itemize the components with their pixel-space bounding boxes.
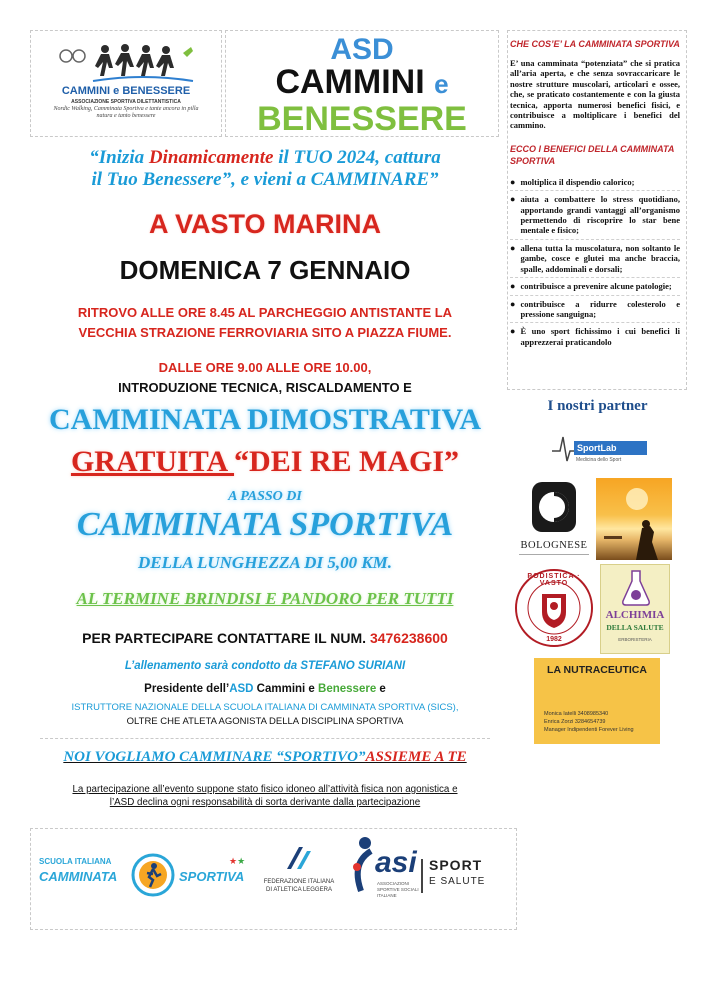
benefit-item <box>510 299 680 324</box>
disclaimer <box>30 783 500 809</box>
fidal-logo <box>253 843 345 913</box>
cammini-label: CAMMINI <box>275 63 425 101</box>
e-label: e <box>434 69 449 99</box>
benefit-item <box>510 326 680 350</box>
podistica-vasto-logo <box>513 564 595 652</box>
sics-text-3: SPORTIVA <box>179 869 245 884</box>
benefit-item <box>510 177 680 191</box>
walkers-icon <box>53 43 203 83</box>
slogan-part: “Inizia <box>89 147 149 168</box>
trainer-line <box>30 658 500 674</box>
sport-salute-sub: E SALUTE <box>429 876 486 887</box>
benefit-item <box>510 243 680 278</box>
together-highlight: ASSIEME A TE <box>365 749 467 765</box>
bullet-icon: ● <box>510 242 516 253</box>
asi-logo <box>349 835 431 915</box>
benefit-text: contribuisce a ridurre colesterolo e pressione sanguigna; <box>520 298 680 319</box>
partners-title: I nostri partner <box>547 398 648 414</box>
podistica-text: PODISTICA · VASTO <box>527 573 581 587</box>
slogan-line-2: il Tuo Benessere”, e vieni a CAMMINARE” <box>91 169 439 190</box>
trainer-text: L’allenamento sarà condotto da <box>124 660 301 672</box>
what-is-text: E’ una camminata “potenziata” che si pratica all’aria aperta, e che senza sovraccaricare le nostre strutture muscolari, articolari e ossee, che, se praticato costantemente e con la giusta tecnica, apporta numerosi benefici fisici, e contribuisce a moltiplicare i benefici del cammino. <box>510 58 680 131</box>
association-title <box>225 30 499 137</box>
benessere-word: Benessere <box>318 683 377 695</box>
sics-text-2: CAMMINATA <box>39 869 118 884</box>
bolognese-text: BOLOGNESE <box>520 540 588 551</box>
bullet-icon: ● <box>510 281 516 292</box>
president-line <box>30 681 500 697</box>
asd-label: ASD <box>330 33 394 66</box>
re-magi-label: “DEI RE MAGI” <box>234 445 460 478</box>
disclaimer-line-1: La partecipazione all’evento suppone stato fisico idoneo all’attività fisica non agonistica e <box>72 784 458 795</box>
sport-divider <box>421 859 423 893</box>
fidal-icon <box>279 843 319 873</box>
alchimia-text: ALCHIMIA <box>605 609 665 621</box>
runner-badge-icon <box>131 853 175 897</box>
president-text: Cammini e <box>253 683 319 695</box>
alchimia-logo <box>600 564 670 654</box>
sport-walk-title: CAMMINATA SPORTIVA <box>76 506 454 543</box>
bullet-icon: ● <box>510 326 516 337</box>
length: DELLA LUNGHEZZA DI 5,00 KM. <box>137 553 393 572</box>
silhouette-icon <box>596 518 672 560</box>
sun-icon <box>626 488 648 510</box>
meeting-line-2: VECCHIA STRAZIONE FERROVIARIA SITO A PIAZZA FIUME. <box>78 325 452 340</box>
stars-icon: ★★ <box>229 856 246 866</box>
event-date: DOMENICA 7 GENNAIO <box>119 255 411 285</box>
benefit-item <box>510 281 680 295</box>
bolognese-logo <box>515 478 593 560</box>
meeting-point <box>30 303 500 343</box>
alchimia-category: ERBORISTERIA <box>618 637 652 642</box>
sportlab-text: SportLab <box>574 441 647 455</box>
disclaimer-line-2: l’ASD declina ogni responsabilità di sorta derivante dalla partecipazione <box>109 797 421 808</box>
together-text: NOI VOGLIAMO CAMMINARE “SPORTIVO” <box>63 749 366 765</box>
bullet-icon: ● <box>510 194 516 205</box>
slogan <box>30 147 500 191</box>
sponsor-footer <box>30 828 517 930</box>
contact-2: Enrica Zorzi 3284654739 <box>544 719 606 725</box>
benefit-text: allena tutta la muscolatura, non soltanto le gambe, cosce e glutei ma anche braccia, spalle, addominali e dorsali; <box>520 242 680 274</box>
location: A VASTO MARINA <box>148 209 381 239</box>
slogan-highlight: Dinamicamente <box>148 147 274 168</box>
president-text: e <box>376 683 386 695</box>
asi-text: asi <box>375 846 417 879</box>
nutraceutica-logo <box>534 658 660 744</box>
trainer-name: STEFANO SURIANI <box>300 660 406 672</box>
sics-text-1: SCUOLA ITALIANA <box>39 857 112 866</box>
bolognese-emblem-icon <box>528 480 580 538</box>
logo-subtitle: ASSOCIAZIONE SPORTIVA DILETTANTISTICA <box>71 99 181 105</box>
benefit-text: aiuta a combattere lo stress quotidiano, apportando grandi vantaggi all’organismo permettendo di riscoprire lo star bene mentale e fisico; <box>520 194 680 236</box>
association-logo <box>30 30 222 137</box>
nutraceutica-title: LA NUTRACEUTICA <box>547 664 647 676</box>
sportlab-subtext: Medicina dello Sport <box>576 457 622 463</box>
free-label: GRATUITA <box>70 445 235 478</box>
pace-label: A PASSO DI <box>228 489 302 504</box>
president-text: Presidente dell’ <box>144 683 230 695</box>
divider <box>40 738 490 739</box>
benessere-label: BENESSERE <box>257 100 467 138</box>
intro-text: INTRODUZIONE TECNICA, RISCALDAMENTO E <box>118 380 412 395</box>
benefit-text: È uno sport fichissimo i cui benefici li apprezzerai praticandolo <box>520 326 680 347</box>
fidal-text-1: FEDERAZIONE ITALIANA <box>263 879 335 885</box>
podistica-year: 1982 <box>546 636 562 643</box>
bullet-icon: ● <box>510 298 516 309</box>
benefit-text: moltiplica il dispendio calorico; <box>520 176 635 187</box>
hours: DALLE ORE 9.00 ALLE ORE 10.00, <box>158 360 372 375</box>
nutraceutica-contacts <box>544 710 634 734</box>
asi-subtext: ASSOCIAZIONI SPORTIVE SOCIALI ITALIANE <box>377 881 419 898</box>
contact-1: Monica Iatelli 3408985340 <box>544 711 609 717</box>
toast-note: AL TERMINE BRINDISI E PANDORO PER TUTTI <box>76 589 454 608</box>
sportlab-logo <box>550 425 645 467</box>
fidal-text-2: DI ATLETICA LEGGERA <box>266 887 332 893</box>
benefit-item <box>510 194 680 240</box>
sics-logo <box>39 853 269 903</box>
phone-number: 3476238600 <box>369 630 448 646</box>
what-is-title: CHE COS’E’ LA CAMMINATA SPORTIVA <box>510 39 680 49</box>
benefits-list <box>510 177 680 350</box>
logo-tagline: Nordic Walking, Camminata Sportiva e tante ancora in pilla natura e tanto benessere <box>53 106 199 119</box>
benefits-title: ECCO I BENEFICI DELLA CAMMINATA SPORTIVA <box>510 143 674 166</box>
logo-title: CAMMINI e BENESSERE <box>61 85 191 97</box>
alchimia-subtext: DELLA SALUTE <box>606 623 664 632</box>
bullet-icon: ● <box>510 176 516 187</box>
contact-line <box>30 628 500 648</box>
contact-3: Manager Indipendenti Forever Living <box>544 727 634 733</box>
meeting-line-1: RITROVO ALLE ORE 8.45 AL PARCHEGGIO ANTISTANTE LA <box>77 305 453 320</box>
instructor-line: ISTRUTTORE NAZIONALE DELLA SCUOLA ITALIANA DI CAMMINATA SPORTIVA (SICS), <box>71 702 459 713</box>
sport-salute-title: SPORT <box>429 857 483 873</box>
free-walk <box>30 444 500 480</box>
walk-title: CAMMINATA DIMOSTRATIVA <box>49 403 481 436</box>
bolognese-underline <box>519 554 589 555</box>
sidebar-info <box>510 38 680 353</box>
asd-word: ASD <box>229 683 254 695</box>
flask-icon <box>621 569 651 607</box>
together-line <box>30 746 500 768</box>
benefit-text: contribuisce a prevenire alcune patologie; <box>520 281 672 292</box>
slogan-part: il TUO 2024, cattura <box>273 147 441 168</box>
athlete-line: OLTRE CHE ATLETA AGONISTA DELLA DISCIPLINA SPORTIVA <box>126 716 404 727</box>
sunset-photo <box>596 478 672 560</box>
contact-text: PER PARTECIPARE CONTATTARE IL NUM. <box>82 630 370 646</box>
